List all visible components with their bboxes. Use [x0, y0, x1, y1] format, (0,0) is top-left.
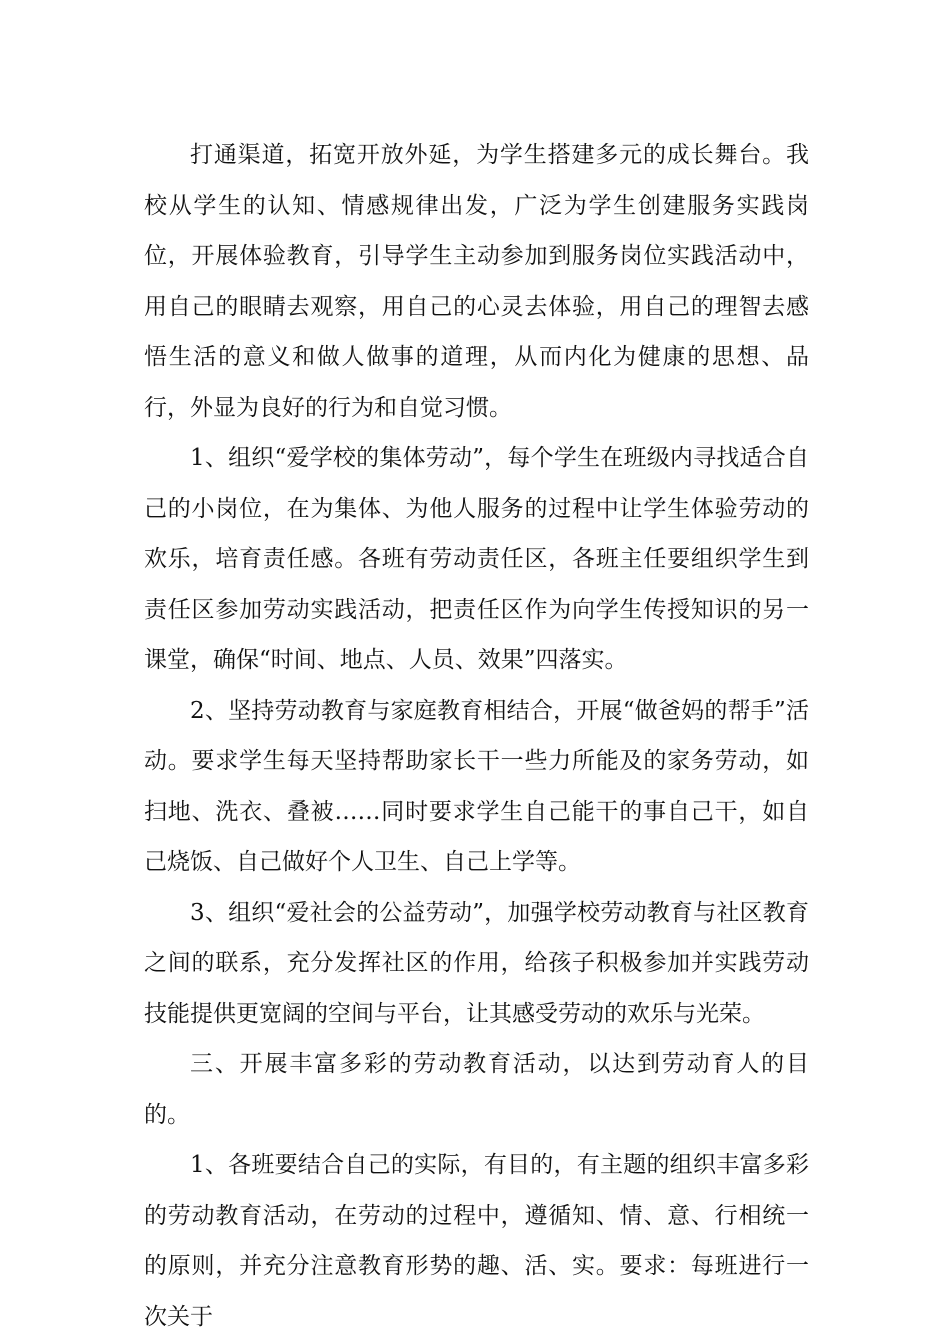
- document-body: [144, 130, 809, 1342]
- section-heading-three: 三、开展丰富多彩的劳动教育活动，以达到劳动育人的目的。: [144, 1051, 809, 1128]
- paragraph-section-three-item-1: 1、各班要结合自己的实际，有目的，有主题的组织丰富多彩的劳动教育活动，在劳动的过程中，遵循知、情、意、行相统一的原则，并充分注意教育形势的趣、活、实。要求：每班进行一次关于: [144, 1152, 809, 1330]
- paragraph-item-1-collective-labor: 1、组织“爱学校的集体劳动”，每个学生在班级内寻找适合自己的小岗位，在为集体、为他人服务的过程中让学生体验劳动的欢乐，培育责任感。各班有劳动责任区，各班主任要组织学生到责任区参加劳动实践活动，把责任区作为向学生传授知识的另一课堂，确保“时间、地点、人员、效果”四落实。: [144, 445, 809, 673]
- paragraph-item-3-public-labor: 3、组织“爱社会的公益劳动”，加强学校劳动教育与社区教育之间的联系，充分发挥社区的作用，给孩子积极参加并实践劳动技能提供更宽阔的空间与平台，让其感受劳动的欢乐与光荣。: [144, 899, 809, 1027]
- paragraph-item-2-family-labor: 2、坚持劳动教育与家庭教育相结合，开展“做爸妈的帮手”活动。要求学生每天坚持帮助家长干一些力所能及的家务劳动，如扫地、洗衣、叠被……同时要求学生自己能干的事自己干，如自己烧饭、自己做好个人卫生、自己上学等。: [144, 697, 809, 875]
- paragraph-intro: 打通渠道，拓宽开放外延，为学生搭建多元的成长舞台。我校从学生的认知、情感规律出发，广泛为学生创建服务实践岗位，开展体验教育，引导学生主动参加到服务岗位实践活动中，用自己的眼睛去观察，用自己的心灵去体验，用自己的理智去感悟生活的意义和做人做事的道理，从而内化为健康的思想、品行，外显为良好的行为和自觉习惯。: [144, 142, 809, 421]
